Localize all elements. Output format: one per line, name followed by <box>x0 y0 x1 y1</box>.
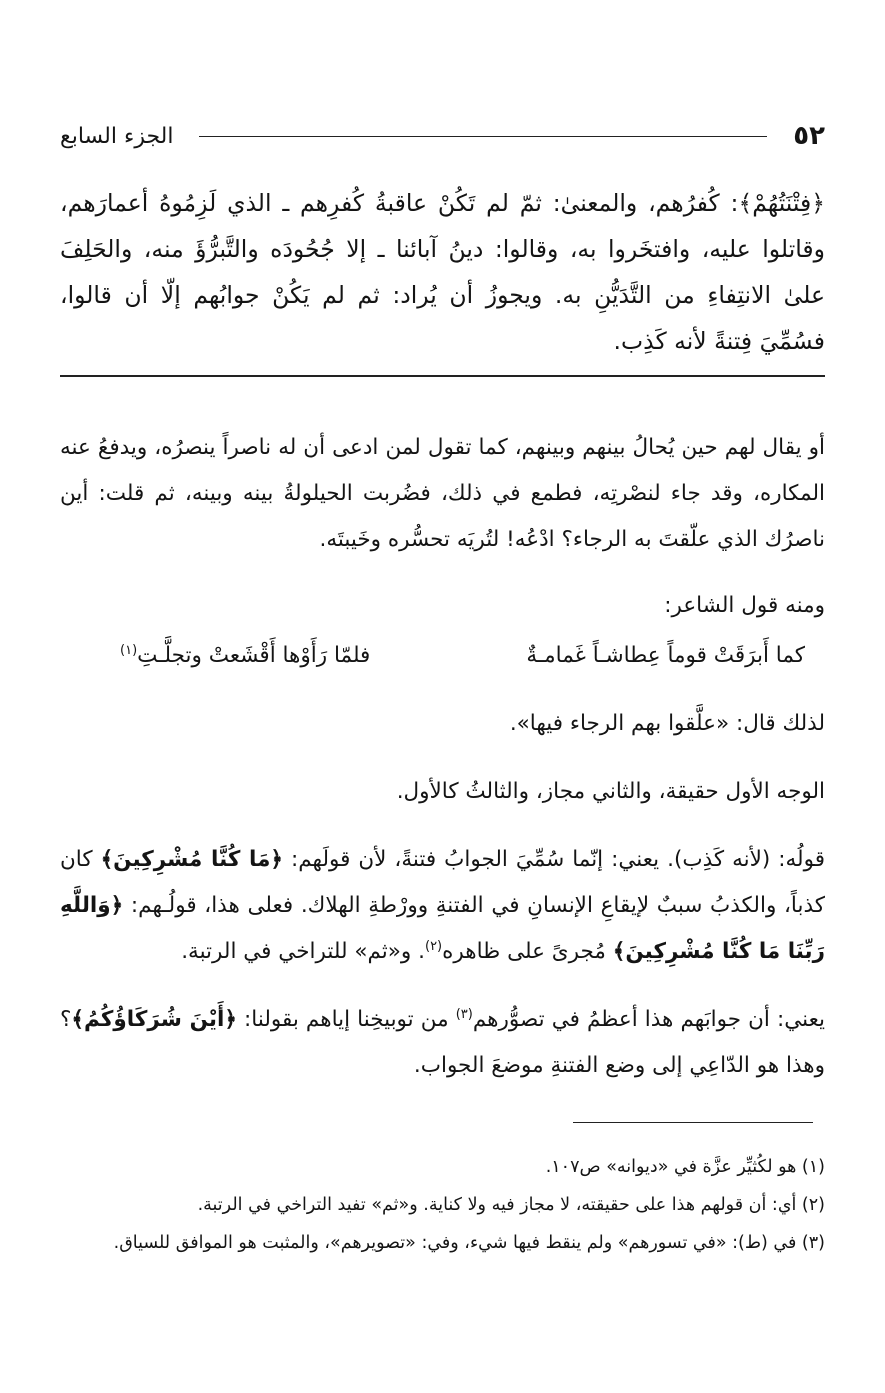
poem-introduction: ومنه قول الشاعر: <box>664 593 825 618</box>
commentary-paragraph-3: الوجه الأول حقيقة، والثاني مجاز، والثالثُ كالأول. <box>396 779 825 804</box>
quran-quote-3: ﴿أَيْنَ شُرَكَاؤُكُمُ﴾ <box>71 1007 237 1032</box>
footnote-divider <box>573 1122 813 1123</box>
commentary-4-text-b: كان كذباً، والكذبُ سببٌ لإيقاعِ الإنسانِ في الفتنةِ وورْطةِ الهلاك. فعلى هذا، قولُـهم: <box>60 847 825 918</box>
commentary-paragraph-1: أو يقال لهم حين يُحالُ بينهم وبينهم، كما تقول لمن ادعى أن له ناصراً ينصرُه، ويدفعُ عنه المكاره، وقد جاء لنصْرتِه، فطمع في ذلك، فضُربت الحيلولةُ بينه وبينه، ثم قلت: أين ناصرُك الذي علّقتَ به الرجاء؟ ادْعُه! لتُريَه تحسُّره وخَيبتَه. <box>60 435 825 552</box>
commentary-paragraph-4 <box>60 837 825 975</box>
commentary-4-text-a: قولُه: (لأنه كَذِب). يعني: إنّما سُمِّيَ الجوابُ فتنةً، لأن قولَهم: <box>283 847 825 872</box>
commentary-paragraph-2: لذلك قال: «علَّقوا بهم الرجاء فيها». <box>509 711 825 736</box>
commentary-5-text-c: ؟ وهذا هو الدّاعِي إلى وضع الفتنةِ موضعَ الجواب. <box>60 1007 825 1078</box>
commentary-paragraph-5 <box>60 997 825 1089</box>
page-header <box>60 118 825 154</box>
commentary-5-text-b: من توبيخِنا إياهم بقولنا: <box>236 1007 456 1032</box>
poem-second-hemistich <box>120 633 370 679</box>
commentary-4-text-d: . و«ثم» للتراخي في الرتبة. <box>181 939 425 964</box>
quran-quote-1: ﴿مَا كُنَّا مُشْرِكِينَ﴾ <box>100 847 283 872</box>
footnote-2: (٢) أي: أن قولهم هذا على حقيقته، لا مجاز فيه ولا كناية. و«ثم» تفيد التراخي في الرتبة. <box>197 1195 825 1215</box>
main-text-divider <box>60 375 825 377</box>
main-text <box>60 180 825 364</box>
commentary-4-text-c: مُجرىً على ظاهره <box>442 939 613 964</box>
footnote-1: (١) هو لكُثيِّر عزَّة في «ديوانه» ص١٠٧. <box>545 1157 825 1177</box>
commentary-5-text-a: يعني: أن جوابَهم هذا أعظمُ في تصوُّرهم <box>472 1007 825 1032</box>
page-number: ٥٢ <box>793 121 825 151</box>
footnote-ref-3[interactable]: (٣) <box>455 1006 473 1022</box>
footnote-ref-2[interactable]: (٢) <box>424 938 443 954</box>
quran-quote-2: ﴿وَاللَّهِ رَبِّنَا مَا كُنَّا مُشْرِكِينَ﴾ <box>60 893 825 964</box>
header-divider <box>199 136 767 137</box>
footnotes <box>60 1148 825 1262</box>
footnote-3: (٣) في (ط): «في تسورهم» ولم ينقط فيها شيء، وفي: «تصويرهم»، والمثبت هو الموافق للسياق. <box>113 1233 825 1253</box>
poem-first-hemistich: كما أَبرَقَتْ قوماً عِطاشـاً غَمامـةٌ <box>526 643 805 668</box>
poem-second-hemistich-text: فلمّا رَأَوْها أَقْشَعتْ وتجلَّـتِ <box>137 643 371 668</box>
main-text-paragraph: ﴿فِتْنَتُهُمْ﴾: كُفرُهم، والمعنىٰ: ثمّ لم تَكُنْ عاقبةُ كُفرِهم ـ الذي لَزِمُوهُ أعمارَهم، وقاتلوا عليه، وافتخَروا به، وقالوا: دينُ آبائنا ـ إلا جُحُودَه والتَّبرُّؤَ منه، والحَلِفَ علىٰ الانتِفاءِ من التَّدَيُّنِ به. ويجوزُ أن يُراد: ثم لم يَكُنْ جوابُهم إلّا أن قالوا، فسُمِّيَ فِتنةً لأنه كَذِب. <box>60 189 825 355</box>
running-title: الجزء السابع <box>60 123 174 149</box>
footnote-ref-1[interactable]: (١) <box>120 642 138 658</box>
commentary-text <box>60 425 825 1089</box>
poem-verse <box>60 633 825 679</box>
